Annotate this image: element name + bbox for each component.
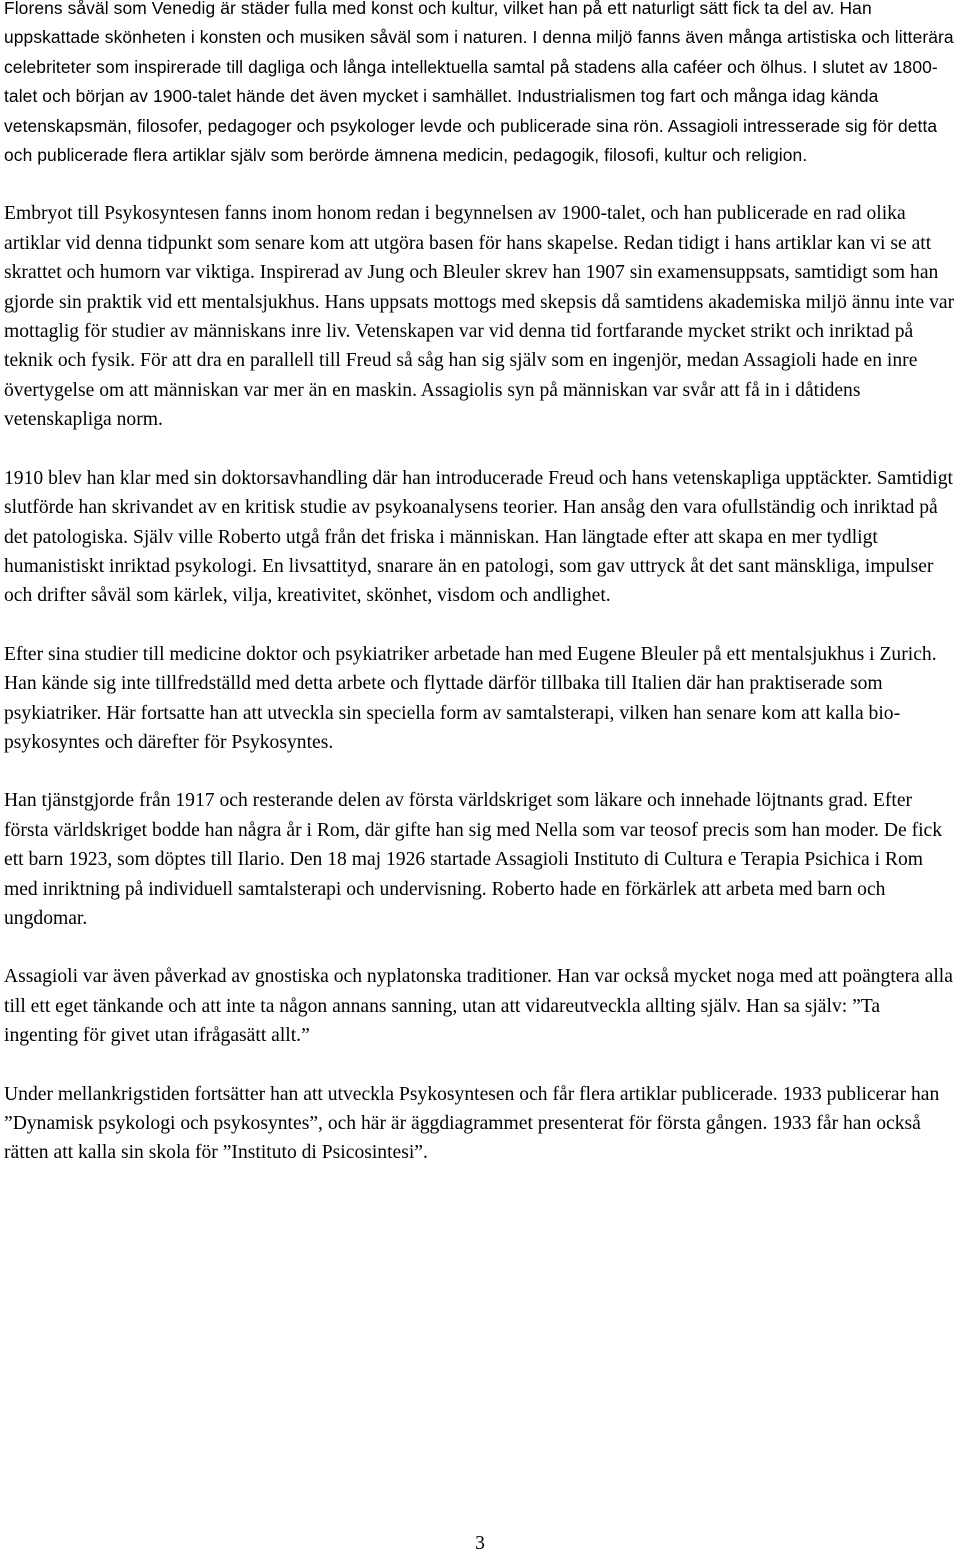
paragraph-2-text: Embryot till Psykosyntesen fanns inom honom redan i begynnelsen av 1900-talet, och han publicerade en rad olika artiklar vid denna tidpunkt som senare kom att utgöra basen för hans skapelse. Redan tidigt i hans artiklar kan vi se att skrattet och humorn var viktiga. Inspirerad av Jung och Bleuler skrev han 1907 sin examensuppsats, samtidigt som han gjorde sin praktik vid ett mentalsjukhus. Hans uppsats mottogs med skepsis då samtidens akademiska miljö ännu inte var mottaglig för studier av människans inre liv. Vetenskapen var vid denna tid fortfarande mycket strikt och inriktad på teknik och fysik. För att dra en parallell till Freud så såg han sig själv som en ingenjör, medan Assagioli hade en inre övertygelse om att människan var mer än en maskin. Assagiolis syn på människan var svår att få in i dåtidens vetenskapliga norm. xyxy=(4,203,955,431)
page-number: 3 xyxy=(475,1533,485,1554)
paragraph-4 xyxy=(4,640,956,758)
paragraph-5-text: Han tjänstgjorde från 1917 och resterande delen av första världskriget som läkare och innehade löjtnants grad. Efter första världskriget bodde han några år i Rom, där gifte han sig med Nella som var teosof precis som han moder. De fick ett barn 1923, som döptes till Ilario. Den 18 maj 1926 startade Assagioli Instituto di Cultura e Terapia Psichica i Rom med inriktning på individuell samtalsterapi och undervisning. Roberto hade en förkärlek att arbeta med barn och ungdomar. xyxy=(4,790,943,929)
paragraph-1-text: Florens såväl som Venedig är städer fulla med konst och kultur, vilket han på ett naturligt sätt fick ta del av. Han uppskattade skönheten i konsten och musiken såväl som i naturen. I denna miljö fanns även många artistiska och litterära celebriteter som inspirerade till dagliga och långa intellektuella samtal på stadens alla caféer och ölhus. I slutet av 1800-talet och början av 1900-talet hände det även mycket i samhället. Industrialismen tog fart och många idag kända vetenskapsmän, filosofer, pedagoger och psykologer levde och publicerade sina rön. Assagioli intresserade sig för detta och publicerade flera artiklar själv som berörde ämnena medicin, pedagogik, filosofi, kultur och religion. xyxy=(4,0,954,166)
paragraph-6-text: Assagioli var även påverkad av gnostiska och nyplatonska traditioner. Han var också mycket noga med att poängtera alla till ett eget tänkande och att inte ta någon annans sanning, utan att vidareutveckla allting själv. Han sa själv: ”Ta ingenting för givet utan ifrågasätt allt.” xyxy=(4,966,953,1047)
paragraph-4-text: Efter sina studier till medicine doktor och psykiatriker arbetade han med Eugene Bleuler på ett mentalsjukhus i Zurich. Han kände sig inte tillfredställd med detta arbete och flyttade därför tillbaka till Italien där han praktiserade som psykiatriker. Här fortsatte han att utveckla sin speciella form av samtalsterapi, vilken han senare kom att kalla bio-psykosyntes och därefter för Psykosyntes. xyxy=(4,643,937,753)
paragraph-2 xyxy=(4,199,956,434)
paragraph-6 xyxy=(4,962,956,1050)
paragraph-5 xyxy=(4,786,956,933)
paragraph-7-text: Under mellankrigstiden fortsätter han att utveckla Psykosyntesen och får flera artiklar publicerade. 1933 publicerar han ”Dynamisk psykologi och psykosyntes”, och här är äggdiagrammet presenterat för första gången. 1933 får han också rätten att kalla sin skola för ”Instituto di Psicosintesi”. xyxy=(4,1083,940,1164)
document-body xyxy=(4,0,956,1197)
paragraph-1 xyxy=(4,0,956,170)
paragraph-3-text: 1910 blev han klar med sin doktorsavhandling där han introducerade Freud och hans vetenskapliga upptäckter. Samtidigt slutförde han skrivandet av en kritisk studie av psykoanalysens teorier. Han ansåg den vara ofullständig och inriktad på det patologiska. Själv ville Roberto utgå från det friska i människan. Han längtade efter att skapa en mer tydligt humanistiskt inriktad psykologi. En livsattityd, snarare än en patologi, som gav uttryck åt det sant mänskliga, impulser och drifter såväl som kärlek, vilja, kreativitet, skönhet, visdom och andlighet. xyxy=(4,467,953,607)
paragraph-3 xyxy=(4,464,956,611)
paragraph-7 xyxy=(4,1080,956,1168)
